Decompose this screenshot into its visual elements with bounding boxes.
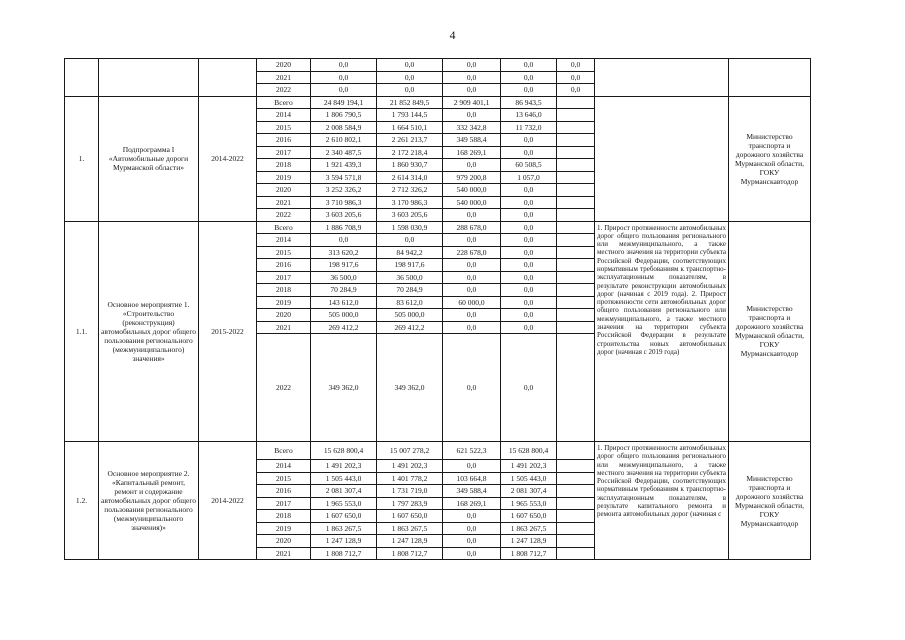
cell-value: 0,0 bbox=[377, 234, 443, 247]
cell-value: 1 607 650,0 bbox=[311, 510, 377, 523]
cell-empty bbox=[557, 510, 595, 523]
table-row bbox=[65, 96, 811, 109]
cell-value: 2 008 584,9 bbox=[311, 121, 377, 134]
cell-value: 269 412,2 bbox=[311, 321, 377, 334]
cell-value: 0,0 bbox=[443, 59, 501, 72]
cell-period: 2014-2022 bbox=[199, 442, 257, 560]
cell-year: 2018 bbox=[257, 510, 311, 523]
cell-value: 1 505 443,0 bbox=[311, 472, 377, 485]
cell-indicator bbox=[595, 96, 729, 221]
cell-value: 0,0 bbox=[501, 184, 557, 197]
cell-executor: Министерство транспорта и дорожного хозяйства Мурманской области, ГОКУ Мурманскавтодор bbox=[729, 96, 811, 221]
cell-value: 0,0 bbox=[443, 535, 501, 548]
page-number: 4 bbox=[449, 28, 456, 42]
table-row bbox=[65, 221, 811, 234]
cell-value: 0,0 bbox=[501, 246, 557, 259]
cell-value: 1 505 443,0 bbox=[501, 472, 557, 485]
cell-year: Всего bbox=[257, 96, 311, 109]
cell-value: 2 909 401,1 bbox=[443, 96, 501, 109]
cell-value: 0,0 bbox=[377, 71, 443, 84]
cell-value: 0,0 bbox=[501, 259, 557, 272]
cell-value: 0,0 bbox=[501, 284, 557, 297]
cell-value: 0,0 bbox=[501, 146, 557, 159]
cell-value: 0,0 bbox=[501, 196, 557, 209]
cell-year: 2014 bbox=[257, 234, 311, 247]
cell-value: 1 886 708,9 bbox=[311, 221, 377, 234]
cell-empty bbox=[557, 522, 595, 535]
table-row bbox=[65, 442, 811, 460]
cell-value: 2 340 487,5 bbox=[311, 146, 377, 159]
cell-value: 1 793 144,5 bbox=[377, 109, 443, 122]
cell-value: 1 731 719,0 bbox=[377, 485, 443, 498]
cell-value: 0,0 bbox=[443, 522, 501, 535]
cell-value: 2 261 213,7 bbox=[377, 134, 443, 147]
cell-value: 540 000,0 bbox=[443, 196, 501, 209]
cell-value: 1 860 930,7 bbox=[377, 159, 443, 172]
cell-value: 86 943,5 bbox=[501, 96, 557, 109]
cell-name: Основное мероприятие 2. «Капитальный ремонт, ремонт и содержание автомобильных дорог общего пользования регионального (межмуниципального значения)» bbox=[99, 442, 199, 560]
cell-value: 3 603 205,6 bbox=[377, 209, 443, 222]
cell-name bbox=[99, 59, 199, 97]
cell-value: 11 732,0 bbox=[501, 121, 557, 134]
cell-indicator: 1. Прирост протяженности автомобильных дорог общего пользования регионального или межмуниципального, а также местного значения на территории субъекта Российской Федерации, соответствующих нормативным требованиям к транспортно-эксплуатационным показателям, в результате капитального ремонта и ремонта автомобильных дорог (начиная с bbox=[595, 442, 729, 560]
cell-year: 2020 bbox=[257, 59, 311, 72]
cell-value: 15 628 800,4 bbox=[311, 442, 377, 460]
cell-value: 1 491 202,3 bbox=[311, 460, 377, 473]
cell-empty bbox=[557, 296, 595, 309]
cell-year: 2014 bbox=[257, 109, 311, 122]
cell-value: 1 247 128,9 bbox=[501, 535, 557, 548]
cell-value: 1 247 128,9 bbox=[311, 535, 377, 548]
cell-year: 2021 bbox=[257, 71, 311, 84]
cell-value: 15 007 278,2 bbox=[377, 442, 443, 460]
cell-value: 0,0 bbox=[443, 510, 501, 523]
cell-year: 2020 bbox=[257, 535, 311, 548]
cell-value: 36 500,0 bbox=[311, 271, 377, 284]
cell-value: 0,0 bbox=[443, 209, 501, 222]
cell-year: Всего bbox=[257, 221, 311, 234]
cell-value: 2 610 802,1 bbox=[311, 134, 377, 147]
cell-empty bbox=[557, 246, 595, 259]
cell-year: 2022 bbox=[257, 334, 311, 442]
cell-empty bbox=[557, 334, 595, 442]
cell-empty bbox=[557, 209, 595, 222]
cell-empty bbox=[557, 497, 595, 510]
cell-name: Основное мероприятие 1. «Строительство (реконструкция) автомобильных дорог общего пользования регионального (межмуниципального) значения» bbox=[99, 221, 199, 442]
cell-value: 2 614 314,0 bbox=[377, 171, 443, 184]
cell-value: 36 500,0 bbox=[377, 271, 443, 284]
cell-year: 2020 bbox=[257, 309, 311, 322]
cell-empty bbox=[557, 259, 595, 272]
cell-name: Подпрограмма I «Автомобильные дороги Мурманской области» bbox=[99, 96, 199, 221]
cell-value: 0,0 bbox=[311, 84, 377, 97]
cell-year: 2021 bbox=[257, 321, 311, 334]
cell-year: 2016 bbox=[257, 485, 311, 498]
cell-value: 0,0 bbox=[443, 109, 501, 122]
cell-value: 15 628 800,4 bbox=[501, 442, 557, 460]
cell-year: 2021 bbox=[257, 196, 311, 209]
cell-value: 70 284,9 bbox=[311, 284, 377, 297]
cell-value: 1 808 712,7 bbox=[377, 547, 443, 560]
cell-value: 2 081 307,4 bbox=[311, 485, 377, 498]
cell-value: 0,0 bbox=[311, 71, 377, 84]
cell-value: 84 942,2 bbox=[377, 246, 443, 259]
cell-empty bbox=[557, 221, 595, 234]
cell-num: 1. bbox=[65, 96, 99, 221]
cell-value: 3 252 326,2 bbox=[311, 184, 377, 197]
cell-value: 0,0 bbox=[443, 334, 501, 442]
cell-value: 349 362,0 bbox=[377, 334, 443, 442]
cell-value: 0,0 bbox=[311, 234, 377, 247]
cell-value: 0,0 bbox=[443, 84, 501, 97]
cell-year: 2014 bbox=[257, 460, 311, 473]
cell-value: 0,0 bbox=[377, 59, 443, 72]
cell-value: 3 603 205,6 bbox=[311, 209, 377, 222]
cell-year: 2018 bbox=[257, 284, 311, 297]
cell-period: 2015-2022 bbox=[199, 221, 257, 442]
cell-value: 1 921 439,3 bbox=[311, 159, 377, 172]
cell-value: 1 247 128,9 bbox=[377, 535, 443, 548]
cell-value: 0,0 bbox=[443, 460, 501, 473]
cell-value: 0,0 bbox=[443, 234, 501, 247]
cell-value: 13 646,0 bbox=[501, 109, 557, 122]
cell-value: 0,0 bbox=[443, 321, 501, 334]
cell-value: 60 000,0 bbox=[443, 296, 501, 309]
cell-value: 1 797 283,9 bbox=[377, 497, 443, 510]
cell-value: 505 000,0 bbox=[311, 309, 377, 322]
cell-value: 0,0 bbox=[501, 134, 557, 147]
cell-executor bbox=[729, 59, 811, 97]
cell-value: 1 491 202,3 bbox=[377, 460, 443, 473]
cell-value: 1 965 553,0 bbox=[311, 497, 377, 510]
cell-year: Всего bbox=[257, 442, 311, 460]
cell-value: 0,0 bbox=[501, 321, 557, 334]
cell-empty bbox=[557, 284, 595, 297]
cell-empty bbox=[557, 547, 595, 560]
cell-value: 0,0 bbox=[443, 309, 501, 322]
cell-value: 103 664,8 bbox=[443, 472, 501, 485]
cell-value: 1 664 510,1 bbox=[377, 121, 443, 134]
cell-year: 2016 bbox=[257, 134, 311, 147]
cell-num: 1.1. bbox=[65, 221, 99, 442]
cell-value: 198 917,6 bbox=[377, 259, 443, 272]
cell-value: 228 678,0 bbox=[443, 246, 501, 259]
cell-value: 349 362,0 bbox=[311, 334, 377, 442]
cell-value: 0,0 bbox=[557, 84, 595, 97]
cell-value: 168 269,1 bbox=[443, 146, 501, 159]
cell-executor: Министерство транспорта и дорожного хозяйства Мурманской области, ГОКУ Мурманскавтодор bbox=[729, 221, 811, 442]
cell-value: 70 284,9 bbox=[377, 284, 443, 297]
cell-empty bbox=[557, 171, 595, 184]
cell-value: 1 607 650,0 bbox=[377, 510, 443, 523]
cell-value: 313 620,2 bbox=[311, 246, 377, 259]
cell-value: 0,0 bbox=[557, 59, 595, 72]
cell-value: 288 678,0 bbox=[443, 221, 501, 234]
cell-value: 24 849 194,1 bbox=[311, 96, 377, 109]
cell-value: 0,0 bbox=[501, 221, 557, 234]
cell-year: 2015 bbox=[257, 472, 311, 485]
cell-value: 0,0 bbox=[443, 284, 501, 297]
cell-value: 0,0 bbox=[377, 84, 443, 97]
cell-value: 1 607 650,0 bbox=[501, 510, 557, 523]
cell-value: 1 863 267,5 bbox=[311, 522, 377, 535]
cell-value: 0,0 bbox=[311, 59, 377, 72]
cell-value: 0,0 bbox=[443, 271, 501, 284]
program-table bbox=[64, 58, 811, 560]
cell-empty bbox=[557, 460, 595, 473]
cell-year: 2017 bbox=[257, 271, 311, 284]
cell-value: 1 057,0 bbox=[501, 171, 557, 184]
cell-value: 979 200,8 bbox=[443, 171, 501, 184]
cell-year: 2021 bbox=[257, 547, 311, 560]
cell-value: 0,0 bbox=[557, 71, 595, 84]
cell-value: 1 491 202,3 bbox=[501, 460, 557, 473]
cell-value: 2 081 307,4 bbox=[501, 485, 557, 498]
cell-value: 0,0 bbox=[501, 296, 557, 309]
cell-value: 0,0 bbox=[501, 59, 557, 72]
cell-value: 1 863 267,5 bbox=[377, 522, 443, 535]
cell-value: 168 269,1 bbox=[443, 497, 501, 510]
cell-year: 2019 bbox=[257, 296, 311, 309]
cell-period: 2014-2022 bbox=[199, 96, 257, 221]
cell-value: 1 808 712,7 bbox=[501, 547, 557, 560]
cell-value: 505 000,0 bbox=[377, 309, 443, 322]
cell-empty bbox=[557, 309, 595, 322]
cell-indicator: 1. Прирост протяженности автомобильных дорог общего пользования регионального или межмуниципального, а также местного значения на территории субъекта Российской Федерации, соответствующих нормативным требованиям к транспортно-эксплуатационным показателям, в результате реконструкции автомобильных дорог (начиная с 2019 года). 2. Прирост протяженности сети автомобильных дорог общего пользования регионального или межмуниципального, а также местного значения на территории субъекта Российской Федерации в результате строительства новых автомобильных дорог (начиная с 2019 года) bbox=[595, 221, 729, 442]
cell-value: 540 000,0 bbox=[443, 184, 501, 197]
cell-year: 2019 bbox=[257, 522, 311, 535]
cell-value: 0,0 bbox=[443, 159, 501, 172]
cell-num: 1.2. bbox=[65, 442, 99, 560]
cell-num bbox=[65, 59, 99, 97]
cell-year: 2016 bbox=[257, 259, 311, 272]
cell-value: 198 917,6 bbox=[311, 259, 377, 272]
cell-value: 83 612,0 bbox=[377, 296, 443, 309]
cell-empty bbox=[557, 96, 595, 109]
cell-value: 0,0 bbox=[501, 271, 557, 284]
cell-empty bbox=[557, 184, 595, 197]
cell-value: 0,0 bbox=[501, 334, 557, 442]
cell-empty bbox=[557, 472, 595, 485]
cell-value: 2 172 218,4 bbox=[377, 146, 443, 159]
cell-value: 0,0 bbox=[501, 84, 557, 97]
cell-value: 621 522,3 bbox=[443, 442, 501, 460]
cell-value: 1 401 778,2 bbox=[377, 472, 443, 485]
cell-empty bbox=[557, 485, 595, 498]
cell-year: 2022 bbox=[257, 209, 311, 222]
cell-value: 1 863 267,5 bbox=[501, 522, 557, 535]
cell-value: 0,0 bbox=[501, 71, 557, 84]
cell-value: 3 170 986,3 bbox=[377, 196, 443, 209]
cell-empty bbox=[557, 442, 595, 460]
cell-value: 0,0 bbox=[443, 71, 501, 84]
cell-value: 0,0 bbox=[443, 547, 501, 560]
cell-empty bbox=[557, 535, 595, 548]
cell-empty bbox=[557, 121, 595, 134]
cell-value: 0,0 bbox=[501, 209, 557, 222]
cell-year: 2015 bbox=[257, 121, 311, 134]
cell-year: 2018 bbox=[257, 159, 311, 172]
cell-year: 2015 bbox=[257, 246, 311, 259]
cell-year: 2017 bbox=[257, 146, 311, 159]
cell-value: 2 712 326,2 bbox=[377, 184, 443, 197]
cell-indicator bbox=[595, 59, 729, 97]
cell-value: 60 508,5 bbox=[501, 159, 557, 172]
cell-year: 2017 bbox=[257, 497, 311, 510]
cell-value: 0,0 bbox=[501, 309, 557, 322]
cell-value: 332 342,8 bbox=[443, 121, 501, 134]
cell-empty bbox=[557, 321, 595, 334]
cell-empty bbox=[557, 271, 595, 284]
cell-value: 3 710 986,3 bbox=[311, 196, 377, 209]
cell-empty bbox=[557, 109, 595, 122]
cell-empty bbox=[557, 234, 595, 247]
cell-value: 0,0 bbox=[501, 234, 557, 247]
cell-value: 1 808 712,7 bbox=[311, 547, 377, 560]
cell-value: 349 588,4 bbox=[443, 485, 501, 498]
cell-year: 2020 bbox=[257, 184, 311, 197]
cell-period bbox=[199, 59, 257, 97]
cell-year: 2019 bbox=[257, 171, 311, 184]
cell-empty bbox=[557, 196, 595, 209]
cell-empty bbox=[557, 146, 595, 159]
cell-value: 269 412,2 bbox=[377, 321, 443, 334]
cell-empty bbox=[557, 134, 595, 147]
cell-value: 143 612,0 bbox=[311, 296, 377, 309]
table-row bbox=[65, 59, 811, 72]
cell-value: 21 852 849,5 bbox=[377, 96, 443, 109]
cell-empty bbox=[557, 159, 595, 172]
cell-value: 1 598 030,9 bbox=[377, 221, 443, 234]
cell-value: 1 806 790,5 bbox=[311, 109, 377, 122]
cell-year: 2022 bbox=[257, 84, 311, 97]
cell-value: 1 965 553,0 bbox=[501, 497, 557, 510]
cell-value: 3 594 571,8 bbox=[311, 171, 377, 184]
cell-executor: Министерство транспорта и дорожного хозяйства Мурманской области, ГОКУ Мурманскавтодор bbox=[729, 442, 811, 560]
cell-value: 0,0 bbox=[443, 259, 501, 272]
cell-value: 349 588,4 bbox=[443, 134, 501, 147]
